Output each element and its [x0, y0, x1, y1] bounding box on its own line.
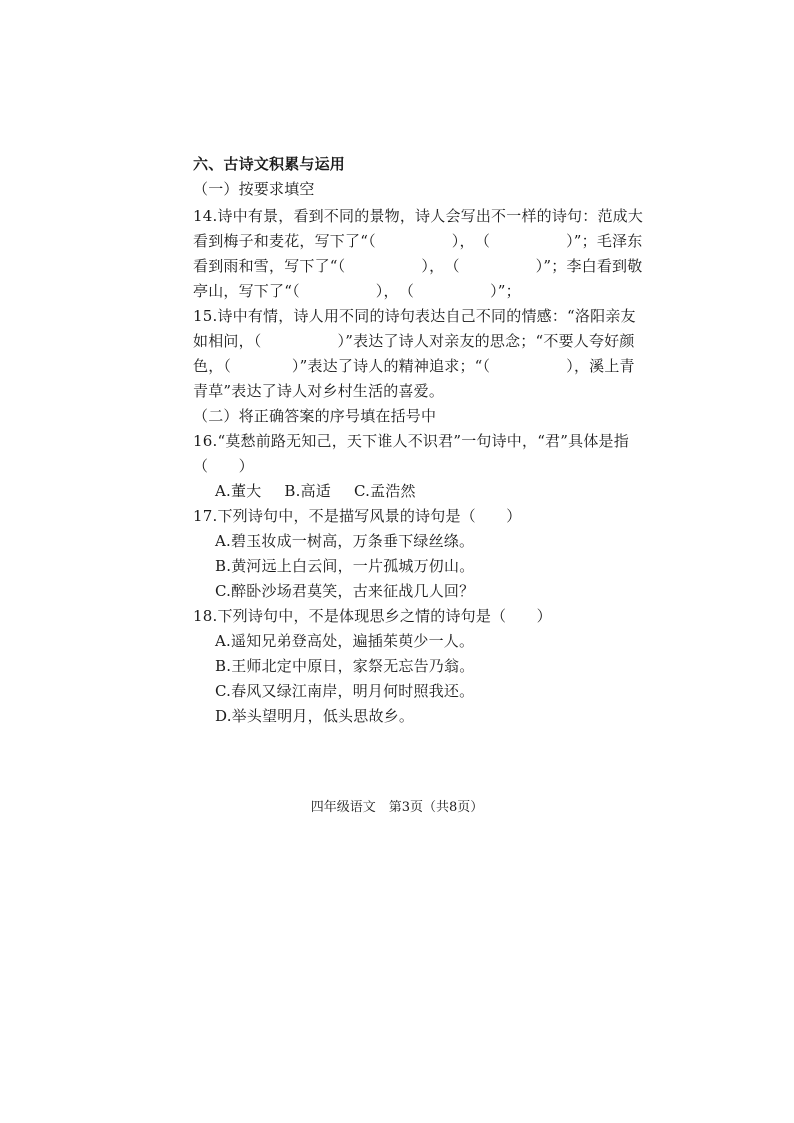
q18-option-a: A.遥知兄弟登高处，遍插茱萸少一人。	[215, 632, 475, 650]
part2-heading: （二）将正确答案的序号填在括号中	[193, 407, 437, 425]
q18-option-d: D.举头望明月，低头思故乡。	[215, 707, 415, 725]
q18-stem: 18.下列诗句中，不是体现思乡之情的诗句是（ ）	[193, 607, 552, 625]
q17-option-a: A.碧玉妆成一树高，万条垂下绿丝绦。	[215, 532, 475, 550]
q17-option-b: B.黄河远上白云间，一片孤城万仞山。	[215, 557, 475, 575]
q14-line-4: 亭山，写下了“（ ）， （ ）”；	[193, 282, 521, 300]
q15-line-1: 15.诗中有情，诗人用不同的诗句表达自己不同的情感：“洛阳亲友	[193, 307, 636, 325]
q14-line-1: 14.诗中有景，看到不同的景物，诗人会写出不一样的诗句：范成大	[193, 207, 644, 225]
page-footer: 四年级语文 第3页（共8页）	[310, 800, 484, 815]
q16-option-b: B.高适	[284, 482, 331, 500]
q16-option-c: C.孟浩然	[353, 482, 416, 500]
q18-option-c: C.春风又绿江南岸，明月何时照我还。	[215, 682, 475, 700]
q16-line-1: 16.“莫愁前路无知己，天下谁人不识君”一句诗中，“君”具体是指	[193, 432, 629, 450]
q14-line-2: 看到梅子和麦花，写下了“（ ）， （ ）”；毛泽东	[193, 232, 643, 250]
q17-option-c: C.醉卧沙场君莫笑，古来征战几人回？	[215, 582, 475, 600]
section-title: 六、古诗文积累与运用	[193, 155, 346, 173]
q15-line-4: 青草”表达了诗人对乡村生活的喜爱。	[193, 382, 445, 400]
part1-heading: （一）按要求填空	[193, 180, 315, 198]
q18-option-b: B.王师北定中原日，家祭无忘告乃翁。	[215, 657, 475, 675]
q15-line-2: 如相问，（ ）”表达了诗人对亲友的思念；“不要人夸好颜	[193, 332, 635, 350]
q16-line-2: （ ）	[193, 457, 254, 475]
q14-line-3: 看到雨和雪，写下了“（ ）， （ ）”；李白看到敬	[193, 257, 643, 275]
q16-options	[215, 480, 434, 502]
q17-stem: 17.下列诗句中，不是描写风景的诗句是（ ）	[193, 507, 522, 525]
q15-line-3: 色，（ ）”表达了诗人的精神追求；“（ ），溪上青	[193, 357, 635, 375]
q16-option-a: A.董大	[215, 482, 262, 500]
